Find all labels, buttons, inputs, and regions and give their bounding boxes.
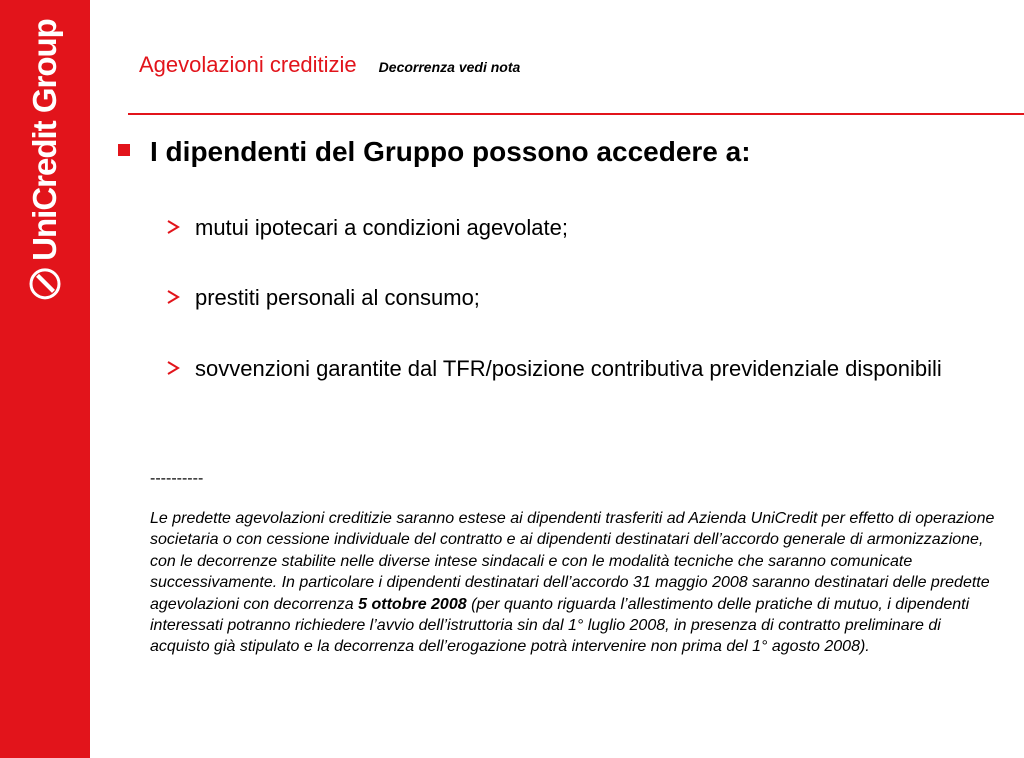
list-item: [165, 213, 985, 242]
footnote-part-2: (per quanto riguarda l’allestimento delle pratiche di mutuo, i dipendenti interessati potranno richiedere l’avvio dell’istruttoria sin dal 1° luglio 2008, in presenza di contratto preliminare di acquisto già stipulato e la decorrenza dell’erogazione potrà intervenire non prima del 1° agosto 2008).: [150, 595, 970, 656]
list-item: [165, 283, 985, 312]
page-subtitle: Decorrenza vedi nota: [378, 59, 521, 75]
list-item: [165, 354, 985, 383]
footnote-separator: ----------: [150, 470, 204, 487]
main-heading: I dipendenti del Gruppo possono accedere a:: [150, 136, 751, 167]
brand-text: UniCredit Group: [26, 19, 63, 261]
footnote-part-1: Le predette agevolazioni creditizie saranno estese ai dipendenti trasferiti ad Azienda UniCredit per effetto di operazione societaria o con cessione individuale del contratto e ai dipendenti destinatari dell’accordo generale di armonizzazione, con le decorrenze stabilite nelle diverse intese sindacali e con le modalità tecniche che saranno comunicate successivamente. In particolare i dipendenti destinatari dell’accordo 31 maggio 2008 saranno destinatari delle predette agevolazioni con decorrenza: [150, 510, 995, 613]
list-item-text: prestiti personali al consumo;: [195, 285, 480, 310]
brand-wordmark: [26, 19, 64, 301]
unicredit-logo-icon: [28, 267, 62, 301]
title-row: [139, 52, 520, 78]
square-bullet-icon: [118, 144, 130, 156]
arrow-bullet-icon: [165, 289, 181, 305]
arrow-bullet-icon: [165, 360, 181, 376]
page-title: Agevolazioni creditizie: [139, 52, 357, 77]
title-divider: [128, 113, 1024, 115]
brand-sidebar: [0, 0, 90, 758]
footnote-text: [150, 508, 995, 658]
main-heading-row: [118, 136, 751, 168]
arrow-bullet-icon: [165, 219, 181, 235]
footnote-date: 5 ottobre 2008: [358, 595, 467, 613]
list-item-text: sovvenzioni garantite dal TFR/posizione contributiva previdenziale disponibili: [195, 356, 942, 381]
list-item-text: mutui ipotecari a condizioni agevolate;: [195, 215, 569, 240]
